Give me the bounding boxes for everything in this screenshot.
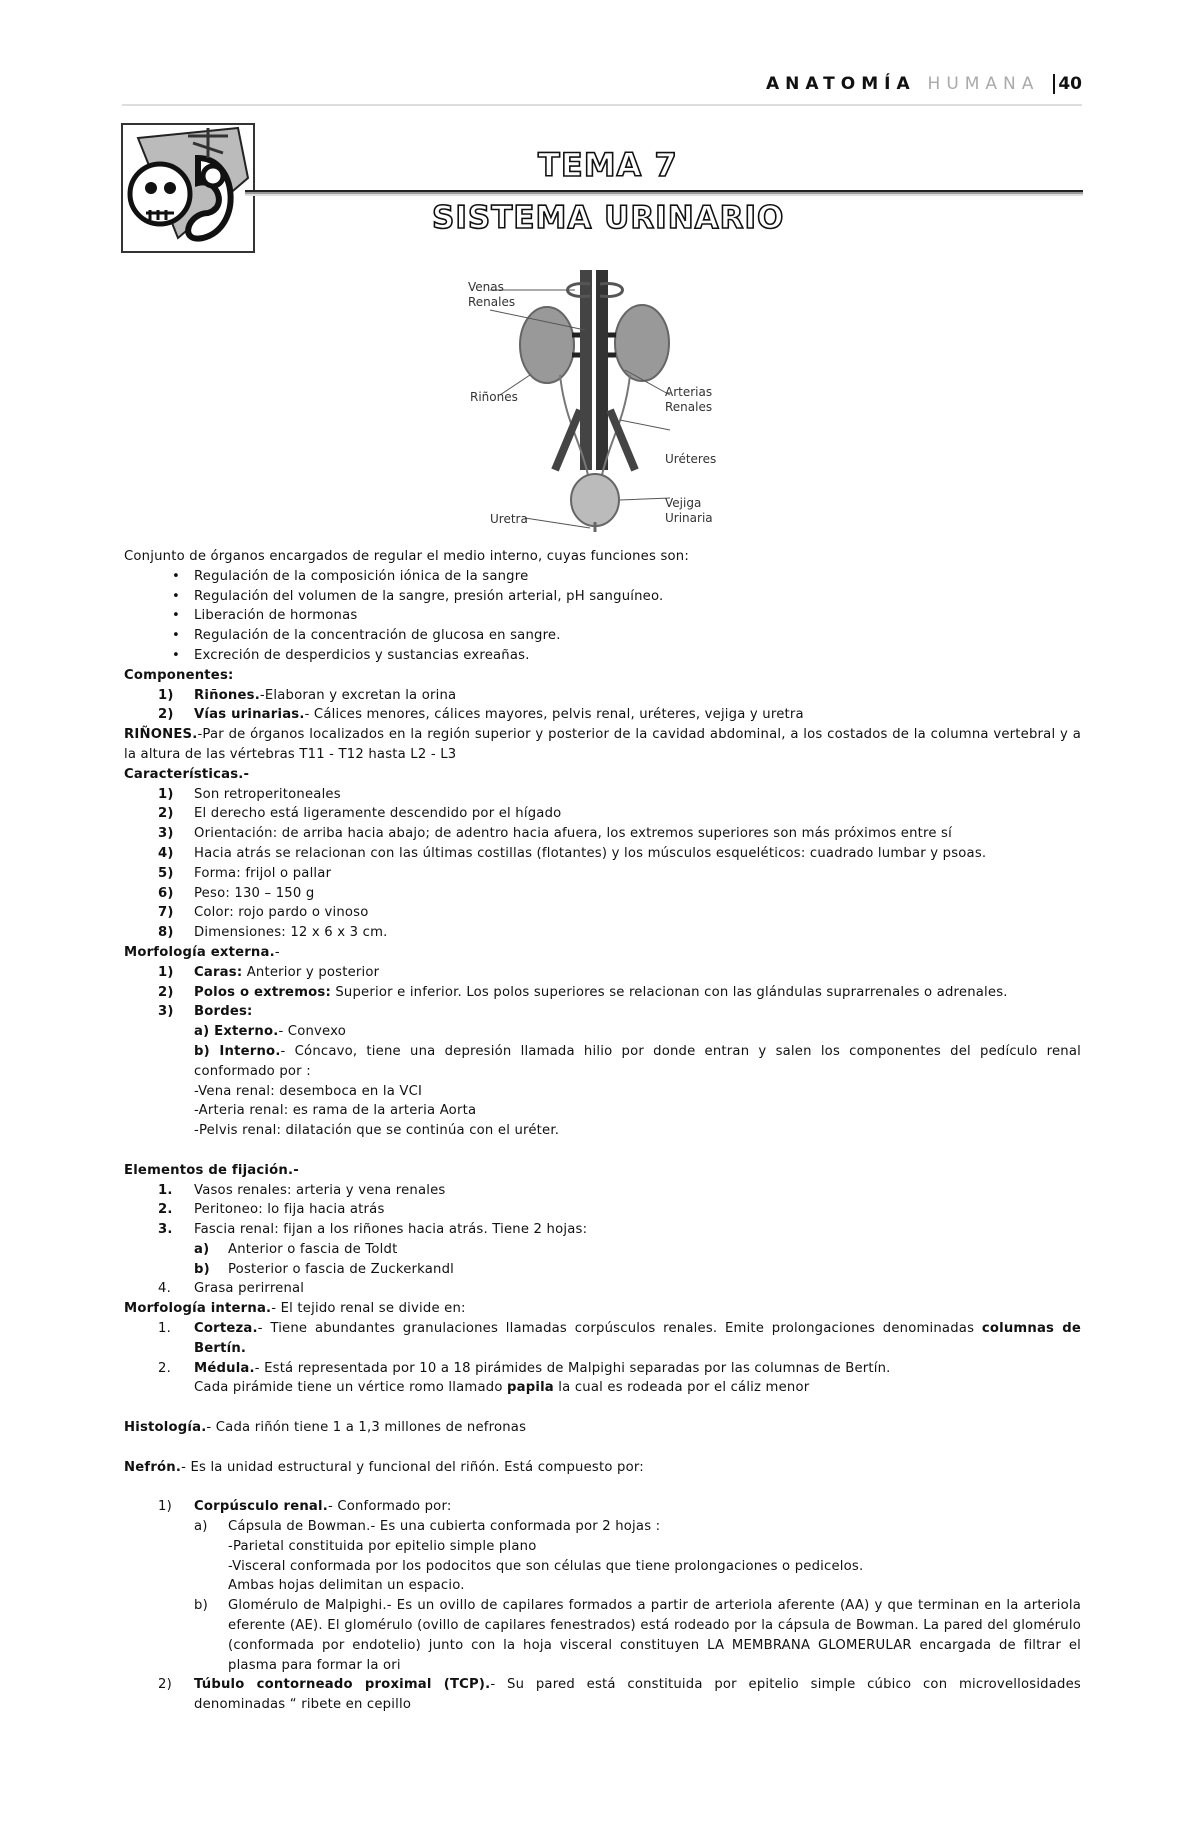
item-number: 6) [158,885,174,901]
brand-part2: HUMANA [927,74,1040,94]
nefron-paragraph [124,1458,1081,1478]
item-number: 1. [158,1182,173,1198]
item-text: - Está representada por 10 a 18 pirámides de Malpighi separadas por las columnas de Bertín. [254,1360,891,1376]
label-arterias-text: Arterias Renales [665,385,713,414]
nefron-term: Nefrón. [124,1459,182,1475]
item-text: Glomérulo de Malpighi.- Es un ovillo de capilares formados a partir de arteriola aferente (AA) y que terminan en la arteriola eferente (AE). El glomérulo (ovillo de capilares fenestrados) está rodeado por la cápsula de Bowman. La pared del glomérulo (conformada por endotelio) junto con la hoja visceral constituyen LA MEMBRANA GLOMERULAR encargada de filtrar el plasma para formar la ori [228,1598,1081,1673]
item-number: 1) [158,786,174,802]
item-number: 1) [158,1499,172,1515]
functions-list-item [124,567,1081,587]
functions-list-item [124,587,1081,607]
item-number: 2) [158,707,174,723]
spacer [124,1398,1081,1418]
borde-interno-term: b) Interno. [194,1043,281,1059]
functions-list-item [124,606,1081,626]
bullet-icon: • [172,647,180,663]
borde-interno-text: - Cóncavo, tiene una depresión llamada hilio por donde entran y salen los componentes del pedículo renal conformado por : [194,1043,1081,1079]
caracteristica-item [124,864,1081,884]
spacer [124,1438,1081,1458]
item-text: Dimensiones: 12 x 6 x 3 cm. [194,925,388,941]
rinones-text: -Par de órganos localizados en la región superior y posterior de la cavidad abdominal, a los costados de la columna vertebral y a la altura de las vértebras T11 - T12 hasta L2 - L3 [124,727,1081,762]
item-number: 4) [158,845,174,861]
rinones-paragraph [124,725,1081,765]
pediculo-line: -Pelvis renal: dilatación que se continúa con el uréter. [194,1123,560,1139]
function-text: Regulación de la composición iónica de la sangre [194,568,529,584]
caracteristica-item [124,884,1081,904]
item-number: a) [194,1241,210,1257]
morf-interna-term: Morfología interna. [124,1301,272,1317]
page-number: 40 [1053,74,1082,94]
borde-externo-term: a) Externo. [194,1024,279,1040]
morf-interna-heading [124,1299,1081,1319]
chapter-subtitle: SISTEMA URINARIO [432,200,785,236]
item-term: Riñones. [194,687,260,703]
item-number: 3) [158,826,174,842]
item-text: -Elaboran y excretan la orina [259,687,457,703]
pediculo-line: -Vena renal: desemboca en la VCI [194,1083,423,1099]
item-number: 1) [158,964,174,980]
item-text: Superior e inferior. Los polos superiores se relacionan con las glándulas suprarrenales o adrenales. [330,984,1008,1000]
label-uretra: Uretra [490,512,528,526]
item-number: 5) [158,865,174,881]
function-text: Regulación de la concentración de glucosa en sangre. [194,628,561,644]
morf-item [124,983,1081,1003]
histologia-text: - Cada riñón tiene 1 a 1,3 millones de nefronas [206,1420,527,1436]
componente-item [124,686,1081,706]
item-number: 2) [158,806,174,822]
item-term: Corpúsculo renal. [194,1499,328,1515]
item-text: El derecho está ligeramente descendido por el hígado [194,806,562,822]
item-term: Corteza. [194,1321,258,1337]
bullet-icon: • [172,628,180,644]
pediculo-line: -Arteria renal: es rama de la arteria Aorta [194,1103,477,1119]
label-venas-text: Venas Renales [468,280,516,309]
item-number: 7) [158,905,174,921]
page-header [122,68,1082,106]
running-title [766,74,1082,94]
item-number: 1) [158,687,174,703]
item-text: Hacia atrás se relacionan con las últimas costillas (flotantes) y los músculos esqueléticos: cuadrado lumbar y psoas. [194,845,987,861]
caracteristica-item [124,785,1081,805]
morf-externa-term: Morfología externa. [124,944,275,960]
function-text: Liberación de hormonas [194,608,358,624]
item-number: 8) [158,925,174,941]
item-number: 4. [158,1281,171,1297]
item-text: Peritoneo: lo fija hacia atrás [194,1202,385,1218]
item-text: Posterior o fascia de Zuckerkandl [228,1261,455,1277]
fijacion-item [124,1200,1081,1220]
medula-line [124,1378,1081,1398]
title-rule [245,190,1083,196]
fijacion-item [124,1220,1081,1240]
label-venas [468,280,515,310]
corteza-item [124,1319,1081,1359]
label-arterias [665,385,712,415]
item-number: b) [194,1598,208,1614]
bowman-line: Ambas hojas delimitan un espacio. [228,1578,465,1594]
item-number: b) [194,1261,210,1277]
caracteristicas-heading: Características.- [124,766,250,782]
item-number: 1. [158,1321,171,1337]
componente-item [124,705,1081,725]
spacer [124,1477,1081,1497]
item-text: - Tiene abundantes granulaciones llamadas corpúsculos renales. Emite prolongaciones denominadas [257,1321,982,1337]
item-text: Cada pirámide tiene un vértice romo llamado [194,1380,507,1396]
tcp-item [124,1675,1081,1715]
item-text: - Cálices menores, cálices mayores, pelvis renal, uréteres, vejiga y uretra [304,707,804,723]
item-text: Orientación: de arriba hacia abajo; de adentro hacia afuera, los extremos superiores son más próximos entre sí [194,826,952,842]
item-number: 2) [158,1677,172,1693]
bowman-line: -Parietal constituida por epitelio simple plano [228,1538,537,1554]
item-text: - Conformado por: [327,1499,452,1515]
item-number: 3. [158,1222,173,1238]
brand-part1: ANATOMÍA [765,74,916,94]
label-vejiga [665,496,713,526]
histologia-paragraph [124,1418,1081,1438]
bowman-item [124,1517,1081,1537]
item-text: Anterior y posterior [242,964,380,980]
item-term: Polos o extremos: [194,984,331,1000]
item-number: 2) [158,984,174,1000]
glomerulo-item [124,1596,1081,1675]
item-text: Peso: 130 – 150 g [194,885,315,901]
item-text: - Su pared está constituida por epitelio simple cúbico con microvellosidades denominadas “ ribete en cepillo [194,1677,1081,1713]
bowman-line: -Visceral conformada por los podocitos que son células que tiene prolongaciones o pedicelos. [228,1558,864,1574]
label-ureteres: Uréteres [665,452,717,466]
item-text: Son retroperitoneales [194,786,341,802]
caracteristica-item [124,903,1081,923]
item-text: Vasos renales: arteria y vena renales [194,1182,446,1198]
item-term: Caras: [194,964,243,980]
morf-externa-heading [124,943,1081,963]
componentes-heading: Componentes: [124,667,234,683]
hoja-item [124,1260,1081,1280]
morf-item [124,1002,1081,1022]
hoja-item [124,1240,1081,1260]
item-term: papila [506,1380,554,1396]
chapter-title: TEMA 7 [538,146,678,184]
page-content [124,547,1081,1715]
functions-list-item [124,646,1081,666]
morf-externa-dash: - [274,944,280,960]
histologia-term: Histología. [124,1420,207,1436]
item-term: Túbulo contorneado proximal (TCP). [194,1677,491,1693]
item-term: Médula. [194,1360,255,1376]
caracteristica-item [124,844,1081,864]
item-term: Bordes: [194,1004,253,1020]
item-number: 2. [158,1202,173,1218]
fijacion-item [124,1181,1081,1201]
anatomy-logo-icon [118,118,258,256]
item-text: la cual es rodeada por el cáliz menor [553,1380,810,1396]
borde-externo [124,1022,1081,1042]
morf-item [124,963,1081,983]
item-text: Color: rojo pardo o vinoso [194,905,369,921]
label-rinones: Riñones [470,390,518,404]
item-text: Grasa perirrenal [194,1281,305,1297]
item-term: Vías urinarias. [194,707,305,723]
item-term: columnas de Bertín. [194,1321,1081,1356]
item-number: 2. [158,1360,171,1376]
function-text: Regulación del volumen de la sangre, presión arterial, pH sanguíneo. [194,588,664,604]
corpusculo-item [124,1497,1081,1517]
fijacion-item [124,1279,1081,1299]
item-text: Forma: frijol o pallar [194,865,332,881]
caracteristica-item [124,824,1081,844]
functions-list-item [124,626,1081,646]
fijacion-heading: Elementos de fijación.- [124,1162,299,1178]
medula-item [124,1359,1081,1379]
nefron-text: - Es la unidad estructural y funcional del riñón. Está compuesto por: [181,1459,644,1475]
caracteristica-item [124,804,1081,824]
rinones-term: RIÑONES. [124,727,198,743]
bullet-icon: • [172,608,180,624]
caracteristica-item [124,923,1081,943]
spacer [124,1141,1081,1161]
item-text: Anterior o fascia de Toldt [228,1241,398,1257]
item-text: Cápsula de Bowman.- Es una cubierta conformada por 2 hojas : [228,1519,661,1535]
borde-externo-text: - Convexo [278,1024,346,1040]
function-text: Excreción de desperdicios y sustancias exreañas. [194,647,530,663]
morf-interna-text: - El tejido renal se divide en: [271,1301,466,1317]
item-number: a) [194,1519,208,1535]
urinary-system-figure [460,270,740,532]
item-text: Fascia renal: fijan a los riñones hacia atrás. Tiene 2 hojas: [194,1222,588,1238]
bullet-icon: • [172,588,180,604]
label-vejiga-text: Vejiga Urinaria [665,496,713,525]
item-number: 3) [158,1004,174,1020]
borde-interno [124,1042,1081,1082]
intro-paragraph: Conjunto de órganos encargados de regular el medio interno, cuyas funciones son: [124,549,689,564]
bullet-icon: • [172,568,180,584]
